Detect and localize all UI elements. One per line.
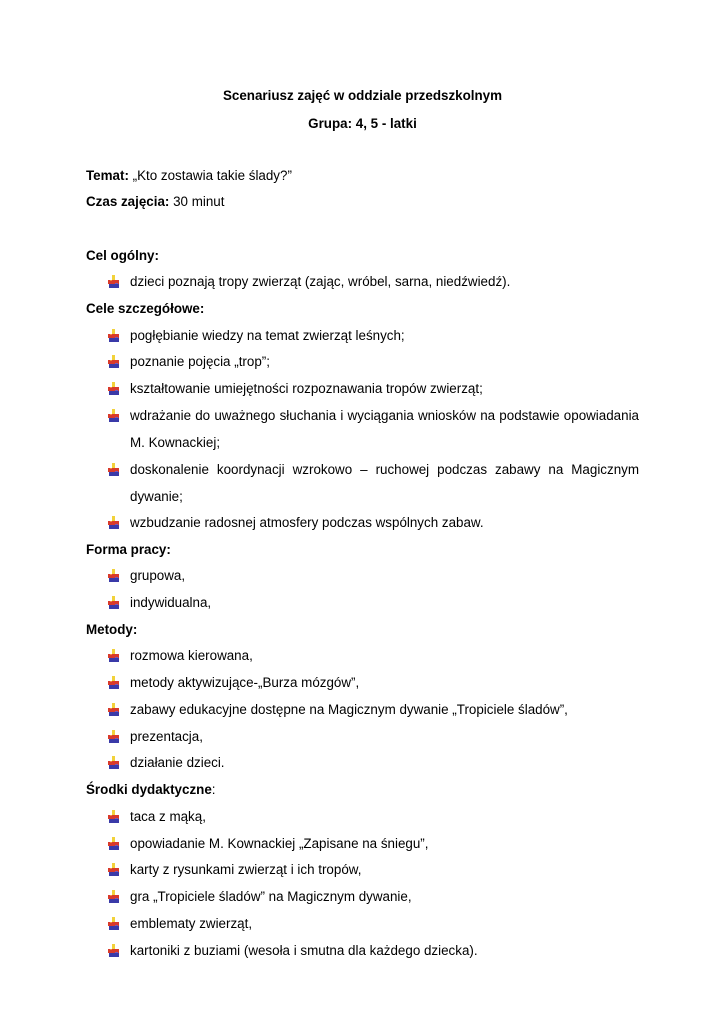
hand-pointing-icon	[107, 730, 121, 744]
hand-pointing-icon	[107, 837, 121, 851]
topic-label: Temat:	[86, 168, 129, 183]
list-item: doskonalenie koordynacji wzrokowo – ruchowej podczas zabawy na Magicznym	[130, 462, 639, 477]
hand-pointing-icon	[107, 329, 121, 343]
list-item: pogłębianie wiedzy na temat zwierząt leśnych;	[130, 328, 405, 343]
duration-value: 30 minut	[173, 194, 225, 209]
list-item: metody aktywizujące-„Burza mózgów”,	[130, 675, 360, 690]
hand-pointing-icon	[107, 917, 121, 931]
list-item: grupowa,	[130, 568, 186, 583]
list-item: dzieci poznają tropy zwierząt (zając, wróbel, sarna, niedźwiedź).	[130, 274, 511, 289]
list-item: poznanie pojęcia „trop”;	[130, 354, 270, 369]
list-item: prezentacja,	[130, 729, 203, 744]
hand-pointing-icon	[107, 569, 121, 583]
list-item: rozmowa kierowana,	[130, 648, 253, 663]
general-goal-heading: Cel ogólny:	[86, 248, 159, 263]
topic-value: „Kto zostawia takie ślady?”	[132, 168, 292, 183]
list-item: wdrażanie do uważnego słuchania i wyciągania wniosków na podstawie opowiadania	[130, 408, 639, 423]
materials-heading-line	[86, 780, 646, 800]
duration-label: Czas zajęcia:	[86, 194, 170, 209]
duration-line	[86, 192, 646, 212]
list-item: karty z rysunkami zwierząt i ich tropów,	[130, 862, 362, 877]
hand-pointing-icon	[107, 355, 121, 369]
hand-pointing-icon	[107, 596, 121, 610]
hand-pointing-icon	[107, 649, 121, 663]
materials-heading: Środki dydaktyczne	[86, 782, 212, 797]
hand-pointing-icon	[107, 756, 121, 770]
list-item: kształtowanie umiejętności rozpoznawania tropów zwierząt;	[130, 381, 483, 396]
work-form-heading: Forma pracy:	[86, 542, 171, 557]
list-item: indywidualna,	[130, 595, 212, 610]
hand-pointing-icon	[107, 275, 121, 289]
hand-pointing-icon	[107, 676, 121, 690]
hand-pointing-icon	[107, 409, 121, 423]
list-item: taca z mąką,	[130, 809, 206, 824]
list-item: opowiadanie M. Kownackiej „Zapisane na śniegu”,	[130, 836, 429, 851]
list-item-continuation: M. Kownackiej;	[130, 435, 221, 450]
hand-pointing-icon	[107, 463, 121, 477]
list-item: działanie dzieci.	[130, 755, 225, 770]
document-title: Scenariusz zajęć w oddziale przedszkolnym	[222, 88, 503, 103]
list-item: kartoniki z buziami (wesoła i smutna dla każdego dziecka).	[130, 943, 478, 958]
specific-goals-heading: Cele szczegółowe:	[86, 301, 205, 316]
topic-line	[86, 166, 646, 186]
hand-pointing-icon	[107, 890, 121, 904]
hand-pointing-icon	[107, 863, 121, 877]
list-item: emblematy zwierząt,	[130, 916, 253, 931]
hand-pointing-icon	[107, 703, 121, 717]
materials-heading-colon: :	[211, 782, 216, 797]
group-line: Grupa: 4, 5 - latki	[308, 116, 417, 131]
list-item: gra „Tropiciele śladów” na Magicznym dywanie,	[130, 889, 412, 904]
hand-pointing-icon	[107, 810, 121, 824]
list-item: wzbudzanie radosnej atmosfery podczas wspólnych zabaw.	[130, 515, 484, 530]
list-item-continuation: dywanie;	[130, 489, 183, 504]
methods-heading: Metody:	[86, 622, 138, 637]
hand-pointing-icon	[107, 516, 121, 530]
hand-pointing-icon	[107, 944, 121, 958]
hand-pointing-icon	[107, 382, 121, 396]
list-item: zabawy edukacyjne dostępne na Magicznym dywanie „Tropiciele śladów”,	[130, 702, 568, 717]
